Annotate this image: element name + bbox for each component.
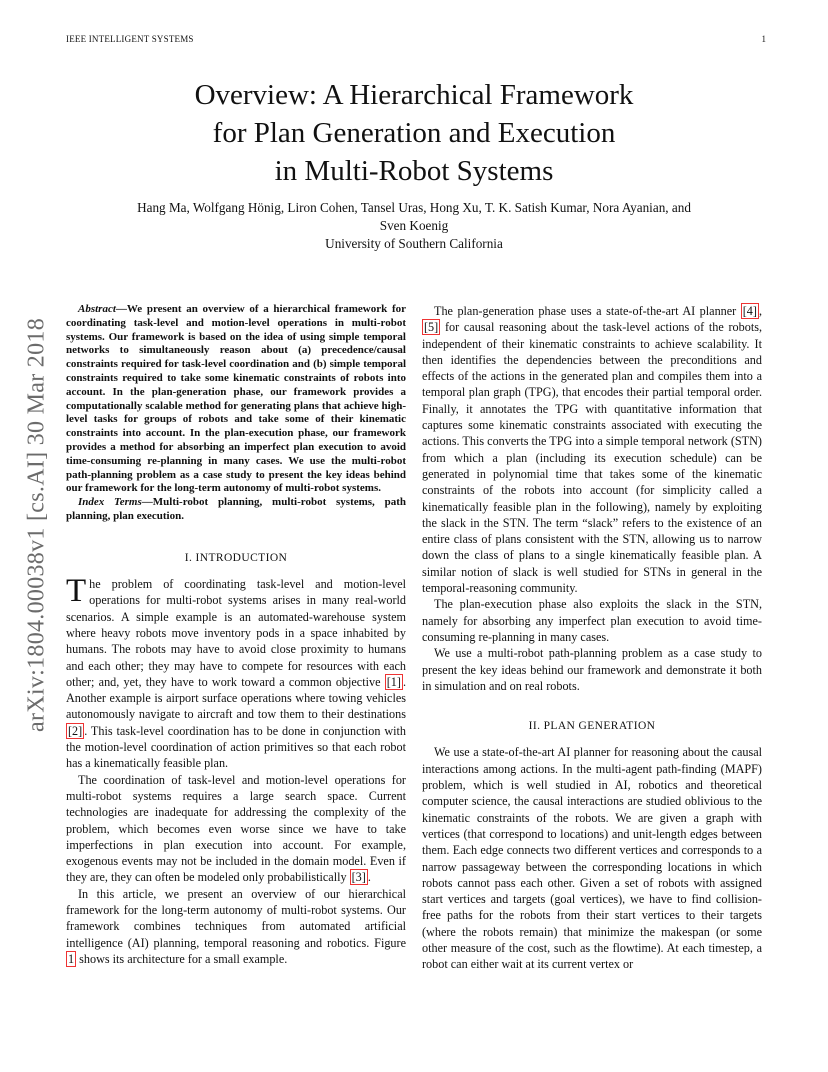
index-terms (66, 496, 406, 524)
index-terms-label: Index Terms (78, 496, 142, 509)
section-heading: I. INTRODUCTION (184, 551, 288, 564)
citation-link[interactable]: [1] (386, 674, 401, 689)
right-column (422, 303, 762, 973)
left-column (66, 303, 406, 967)
arxiv-stamp (22, 290, 52, 760)
body-paragraph: The plan-generation phase uses a state-of-the-art AI planner [4] , [5] for causal reasoning about the task-level actions of the robots, independent of their kinematic constraints to achieve scalability. It then identifies the dependencies between the preconditions and effects of the actions in the generated plan and compiles them into a temporal plan graph (TPG), that encodes their partial temporal order. Finally, it annotates the TPG with quantitative information that captures some kinematic constraints associated with executing the actions. This converts the TPG into a simple temporal network (STN) from which a plan (including its execution schedule) can be generated in polynomial time that takes some of the kinematic constraints of the robots into account (for simplicity called a kinematically feasible plan in the following), namely by exploiting the slack in the STN. The term “slack” refers to the existence of an entire class of plans consistent with the STN, allowing us to narrow down the class of plans to a single kinematically feasible plan. A similar notion of slack is well studied for STNs in general in the temporal-reasoning community. (422, 304, 762, 596)
running-header: IEEE INTELLIGENT SYSTEMS (66, 34, 194, 44)
page-number: 1 (761, 34, 766, 44)
abstract-text: —We present an overview of a hierarchical framework for coordinating task-level and motion-level operations in multi-robot systems. Our framework is based on the idea of using simple temporal networks to simultaneously reason about (a) precedence/causal constraints required for task-level coordination and (b) simple temporal constraints required to take some kinematic constraints of robots into account. In the plan-generation phase, our framework provides a computationally scalable method for generating plans that achieve high-level tasks for groups of robots and take some of their kinematic constraints into account. In the plan-execution phase, our framework provides a method for absorbing an imperfect plan execution to avoid time-consuming re-planning in many cases. We use the multi-robot path-planning problem as a case study to present the key ideas behind our framework for the long-term autonomy of multi-robot systems. (66, 303, 406, 495)
citation-link[interactable]: [2] (68, 723, 83, 738)
section-heading: II. PLAN GENERATION (528, 720, 656, 733)
body-paragraph: We use a multi-robot path-planning problem as a case study to present the key ideas behind our framework and demonstrate it both in simulation and on real robots. (422, 646, 762, 693)
citation-link[interactable]: [3] (351, 870, 366, 885)
body-paragraph: The plan-execution phase also exploits the slack in the STN, namely for absorbing any imperfect plan execution to avoid time-consuming re-planning in many cases. (422, 597, 762, 644)
author-block (84, 199, 744, 253)
paper-title (110, 76, 718, 190)
intro-paragraph: In this article, we present an overview of our hierarchical framework for the long-term autonomy of multi-robot systems. Our framework combines techniques from automated artificial intelligence (AI) planning, temporal reasoning and robotics. Figure 1 shows its architecture for a small example. (66, 886, 406, 966)
authors-line: Hang Ma, Wolfgang Hönig, Liron Cohen, Tansel Uras, Hong Xu, T. K. Satish Kumar, Nora Ayanian, and (137, 200, 691, 215)
title-line: in Multi-Robot Systems (274, 155, 554, 187)
intro-paragraph: The problem of coordinating task-level and motion-level operations for multi-robot systems arises in many real-world scenarios. A simple example is an automated-warehouse system where heavy robots move inventory pods in a space inhabited by humans. The robots may have to avoid close proximity to humans and each other; they may have to compete for resources with each other; and, yet, they have to work toward a common objective [1] . Another example is airport surface operations where towing vehicles autonomously navigate to aircraft and tow them to their destinations [2] . This task-level coordination has to be done in conjunction with the motion-level coordination of action primitives so that each robot has a kinematically feasible plan. (66, 573, 406, 771)
arxiv-stamp-text: arXiv:1804.00038v1 [cs.AI] 30 Mar 2018 (23, 318, 50, 732)
title-line: for Plan Generation and Execution (212, 117, 616, 149)
index-terms-text: —Multi-robot planning, multi-robot systems, path planning, plan execution. (66, 496, 406, 522)
citation-link[interactable]: [5] (424, 320, 439, 335)
abstract (66, 303, 406, 496)
drop-cap: T (66, 573, 87, 610)
abstract-label: Abstract (78, 303, 116, 315)
body-paragraph: We use a state-of-the-art AI planner for reasoning about the causal interactions among actions. In the multi-agent path-finding (MAPF) problem, which is well studied in AI, robotics and theoretical computer science, the causal interactions are studied oblivious to the kinematic constraints of the robots. We are given a graph with vertices (that correspond to locations) and unit-length edges between them. Each edge connects two different vertices and corresponds to a narrow passageway between the corresponding locations in which robots cannot pass each other. Given a set of robots with assigned start vertices and targets (goal vertices), we have to find collision-free paths for the robots from their start vertices to their targets (where the robots remain) that minimize the makespan (or some other measure of the cost, such as the flowtime). At each timestep, a robot can either wait at its current vertex or (422, 745, 762, 972)
affiliation: University of Southern California (325, 236, 503, 251)
intro-paragraph: The coordination of task-level and motion-level operations for multi-robot systems requires a large search space. Current technologies are inadequate for addressing the complexity of the problem, which becomes even worse since we have to take imperfections in plan execution into account. For example, exogenous events may not be included in the domain model. Even if they are, they can often be modeled only probabilistically [3] . (66, 772, 406, 885)
authors-line: Sven Koenig (379, 218, 449, 233)
title-line: Overview: A Hierarchical Framework (194, 79, 634, 111)
citation-link[interactable]: [4] (742, 304, 757, 318)
figure-link[interactable]: 1 (68, 951, 75, 966)
